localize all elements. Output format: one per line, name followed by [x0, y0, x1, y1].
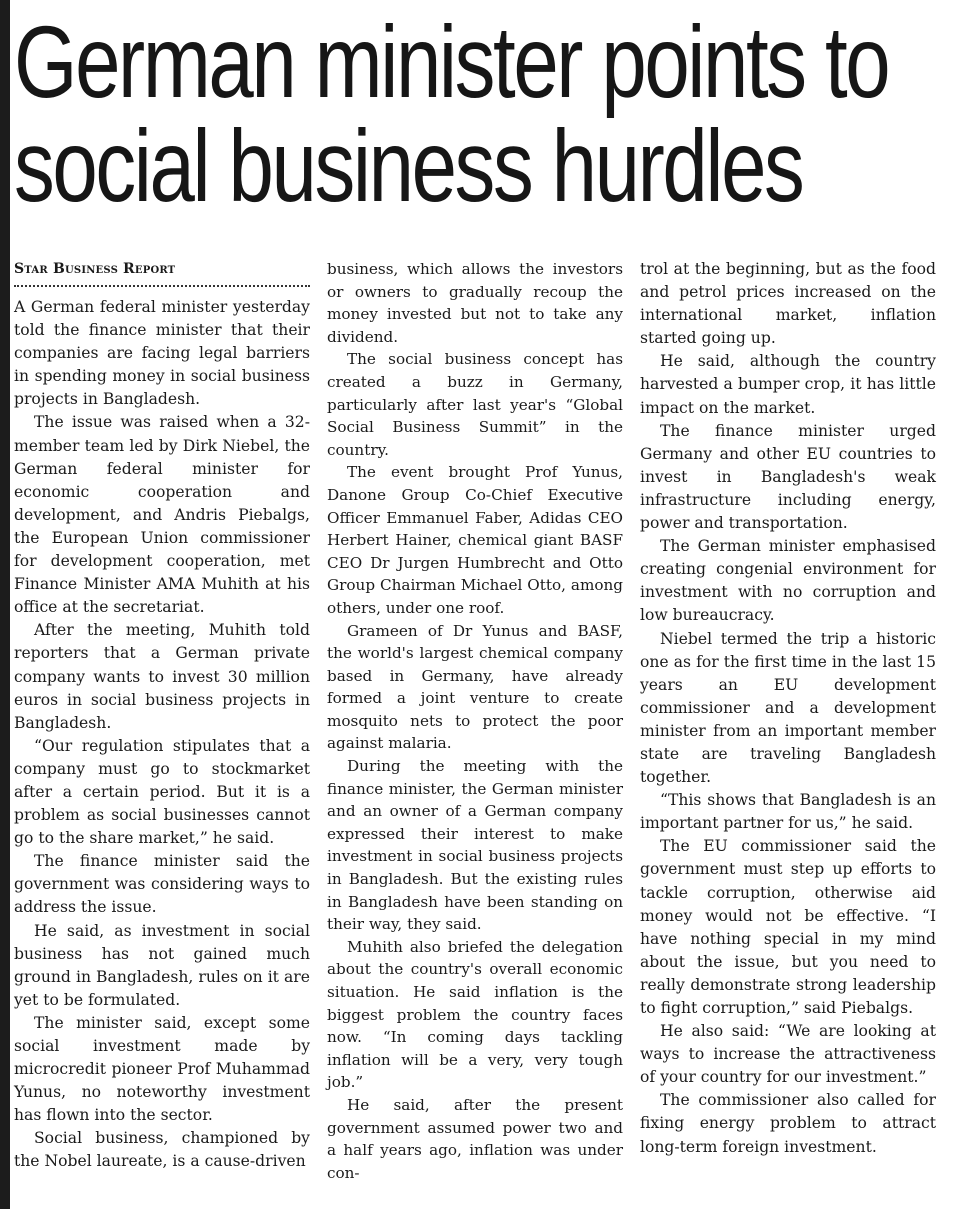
- paragraph: The event brought Prof Yunus, Danone Group Co-Chief Executive Officer Emmanuel Faber, Adidas CEO Herbert Hainer, chemical giant BASF CEO Dr Jurgen Humbrecht and Otto Group Chairman Michael Otto, among others, under one roof.: [327, 463, 623, 617]
- paragraph: Grameen of Dr Yunus and BASF, the world's largest chemical company based in Germany, have already formed a joint venture to create mosquito nets to protect the poor against malaria.: [327, 621, 623, 753]
- paragraph: During the meeting with the finance minister, the German minister and an owner of a German company expressed their interest to make investment in social business projects in Bangladesh. But the existing rules in Bangladesh have been standing on their way, they said.: [327, 757, 623, 934]
- paragraph: “This shows that Bangladesh is an important partner for us,” he said.: [640, 791, 936, 833]
- paragraph: The commissioner also called for fixing energy problem to attract long-term foreign investment.: [640, 1091, 936, 1156]
- paragraph: The issue was raised when a 32-member team led by Dirk Niebel, the German federal minister for economic cooperation and development, and Andris Piebalgs, the European Union commissioner for development cooperation, met Finance Minister AMA Muhith at his office at the secretariat.: [14, 413, 310, 617]
- paragraph: He said, although the country harvested a bumper crop, it has little impact on the market.: [640, 352, 936, 417]
- page-edge-shadow: [0, 0, 10, 1209]
- paragraph: After the meeting, Muhith told reporters that a German private company wants to invest 30 million euros in social business projects in Bangladesh.: [14, 621, 310, 732]
- paragraph: He said, after the present government assumed power two and a half years ago, inflation was under con-: [327, 1095, 623, 1182]
- paragraph: business, which allows the investors or owners to gradually recoup the money invested but not to take any dividend.: [327, 260, 623, 346]
- paragraph: He also said: “We are looking at ways to increase the attractiveness of your country for our investment.”: [640, 1022, 936, 1087]
- paragraph: The finance minister urged Germany and other EU countries to invest in Bangladesh's weak infrastructure including energy, power and transportation.: [640, 421, 936, 533]
- article-column-3: [640, 258, 936, 1159]
- article-column-2: [327, 258, 623, 1184]
- headline-line-1: German minister points to: [14, 5, 889, 119]
- paragraph: trol at the beginning, but as the food and petrol prices increased on the international market, inflation started going up.: [640, 260, 936, 348]
- headline: [14, 5, 889, 223]
- headline-line-2: social business hurdles: [14, 109, 803, 223]
- byline: Star Business Report: [14, 261, 176, 277]
- byline-dotted-rule: [14, 285, 310, 287]
- paragraph: Niebel termed the trip a historic one as for the first time in the last 15 years an EU development commissioner and a development minister from an important member state are traveling Bangladesh together.: [640, 629, 936, 787]
- paragraph: “Our regulation stipulates that a company must go to stockmarket after a certain period. But it is a problem as social businesses cannot go to the share market,” he said.: [14, 736, 310, 848]
- paragraph: The social business concept has created a buzz in Germany, particularly after last year's “Global Social Business Summit” in the country.: [327, 350, 623, 459]
- paragraph: A German federal minister yesterday told the finance minister that their companies are facing legal barriers in spending money in social business projects in Bangladesh.: [14, 298, 310, 409]
- paragraph: The finance minister said the government was considering ways to address the issue.: [14, 852, 310, 917]
- article-column-1: [14, 258, 310, 1174]
- paragraph: The minister said, except some social investment made by microcredit pioneer Prof Muhammad Yunus, no noteworthy investment has flown into the sector.: [14, 1013, 310, 1125]
- paragraph: Muhith also briefed the delegation about the country's overall economic situation. He said inflation is the biggest problem the country faces now. “In coming days tackling inflation will be a very, very tough job.”: [327, 937, 623, 1092]
- paragraph: Social business, championed by the Nobel laureate, is a cause-driven: [14, 1129, 310, 1171]
- paragraph: He said, as investment in social business has not gained much ground in Bangladesh, rules on it are yet to be formulated.: [14, 921, 310, 1009]
- paragraph: The German minister emphasised creating congenial environment for investment with no corruption and low bureaucracy.: [640, 537, 936, 625]
- paragraph: The EU commissioner said the government must step up efforts to tackle corruption, otherwise aid money would not be effective. “I have nothing special in my mind about the issue, but you need to really demonstrate strong leadership to fight corruption,” said Piebalgs.: [640, 837, 936, 1017]
